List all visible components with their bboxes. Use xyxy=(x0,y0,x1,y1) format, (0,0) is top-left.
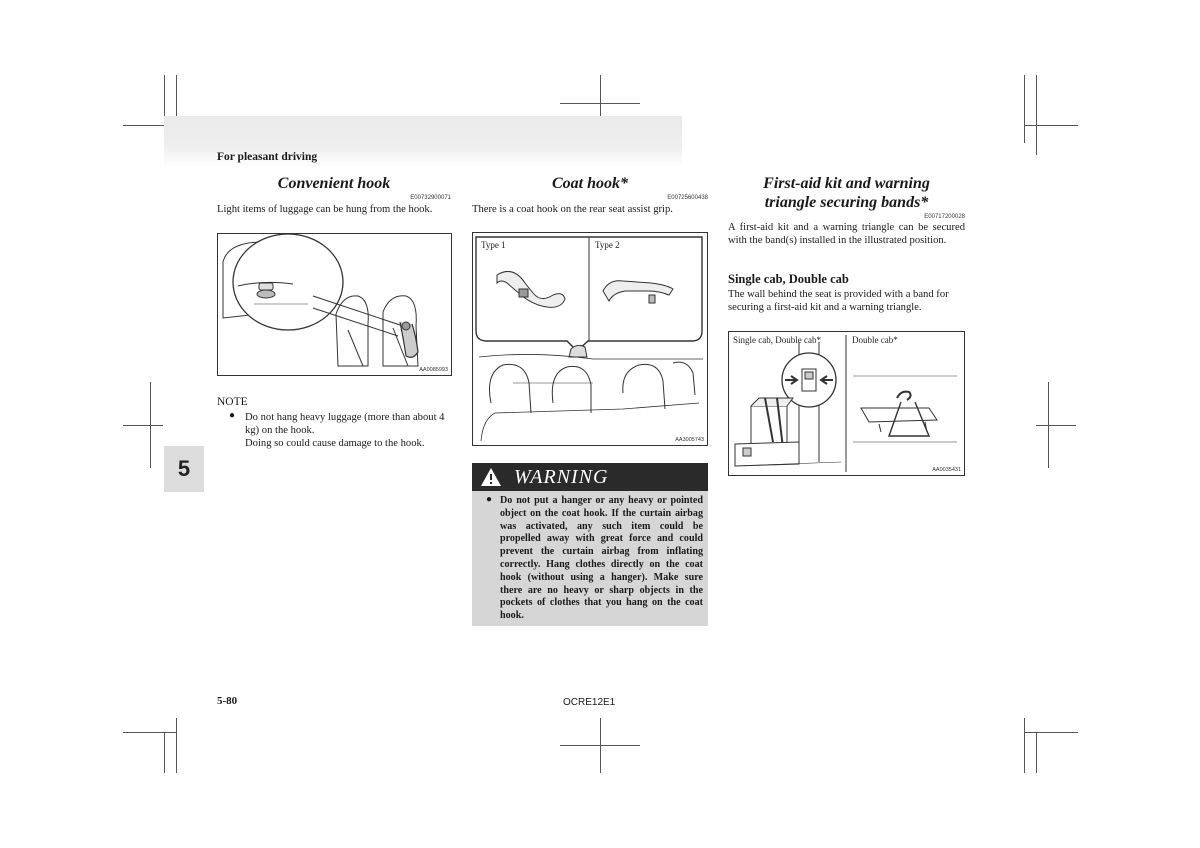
type2-label: Type 2 xyxy=(595,240,620,250)
coat-hook-body: There is a coat hook on the rear seat assist grip. xyxy=(472,204,673,215)
fig-label-left: Single cab, Double cab* xyxy=(733,335,821,345)
coat-hook-figure xyxy=(472,232,708,446)
warning-header xyxy=(472,463,708,491)
crop-mark xyxy=(1024,732,1078,733)
figure-code: AA0085993 xyxy=(419,367,448,373)
single-cab-body: The wall behind the seat is provided with a band for securing a first-aid kit and a warning triangle. xyxy=(728,289,949,313)
crop-mark xyxy=(164,732,165,773)
note-text: Do not hang heavy luggage (more than about 4 kg) on the hook. xyxy=(245,412,445,436)
subheading-single-cab: Single cab, Double cab xyxy=(728,272,849,286)
crop-mark xyxy=(150,382,151,468)
fig-label-right: Double cab* xyxy=(852,335,898,345)
crop-mark xyxy=(1036,732,1037,773)
hook-illustration xyxy=(218,234,451,375)
type1-label: Type 1 xyxy=(481,240,506,250)
doc-code: OCRE12E1 xyxy=(563,697,616,708)
first-aid-title-line2: triangle securing bands* xyxy=(764,194,929,211)
figure-code: AA0035431 xyxy=(932,467,961,473)
first-aid-code: E00717200028 xyxy=(924,214,965,220)
crop-mark xyxy=(1024,75,1025,143)
crop-mark xyxy=(600,718,601,773)
crop-mark xyxy=(176,718,177,773)
crop-mark xyxy=(1036,75,1037,155)
coat-hook-illustration xyxy=(473,233,707,445)
crop-mark xyxy=(1024,718,1025,773)
note-bullet: ● xyxy=(229,410,236,421)
note-text-2: Doing so could cause damage to the hook. xyxy=(245,438,425,449)
warning-bullet: ● xyxy=(486,494,493,505)
warning-text: Do not put a hanger or any heavy or pointed object on the coat hook. If the curtain airbag was activated, any such item could be propelled away with great force and could prevent the curtain airbag from inflating correctly. Hang clothes directly on the coat hook (without using a hanger). Make sure there are no heavy or sharp objects in the pockets of clothes that you hang on the coat hook. xyxy=(500,495,703,622)
crop-mark xyxy=(1048,382,1049,468)
section-label: For pleasant driving xyxy=(217,151,318,163)
crop-mark xyxy=(123,732,177,733)
convenient-hook-body: Light items of luggage can be hung from the hook. xyxy=(217,204,433,215)
band-illustration xyxy=(729,332,964,475)
convenient-hook-figure xyxy=(217,233,452,376)
figure-code: AA3005743 xyxy=(675,437,704,443)
coat-hook-code: E00725600438 xyxy=(667,195,708,201)
convenient-hook-code: E00732900071 xyxy=(410,195,451,201)
convenient-hook-title: Convenient hook xyxy=(277,175,391,192)
warning-body xyxy=(472,491,708,626)
page-number: 5-80 xyxy=(217,695,238,707)
note-heading: NOTE xyxy=(217,396,248,408)
crop-mark xyxy=(123,425,163,426)
warning-triangle-icon xyxy=(480,467,502,487)
first-aid-body: A first-aid kit and a warning triangle can be secured with the band(s) installed in the illustrated position. xyxy=(728,222,965,246)
first-aid-figure xyxy=(728,331,965,476)
crop-mark xyxy=(1024,125,1078,126)
crop-mark xyxy=(1036,425,1076,426)
chapter-tab: 5 xyxy=(164,446,204,492)
coat-hook-title: Coat hook* xyxy=(551,175,628,192)
first-aid-title-line1: First-aid kit and warning xyxy=(763,175,930,192)
warning-title: WARNING xyxy=(514,465,609,488)
